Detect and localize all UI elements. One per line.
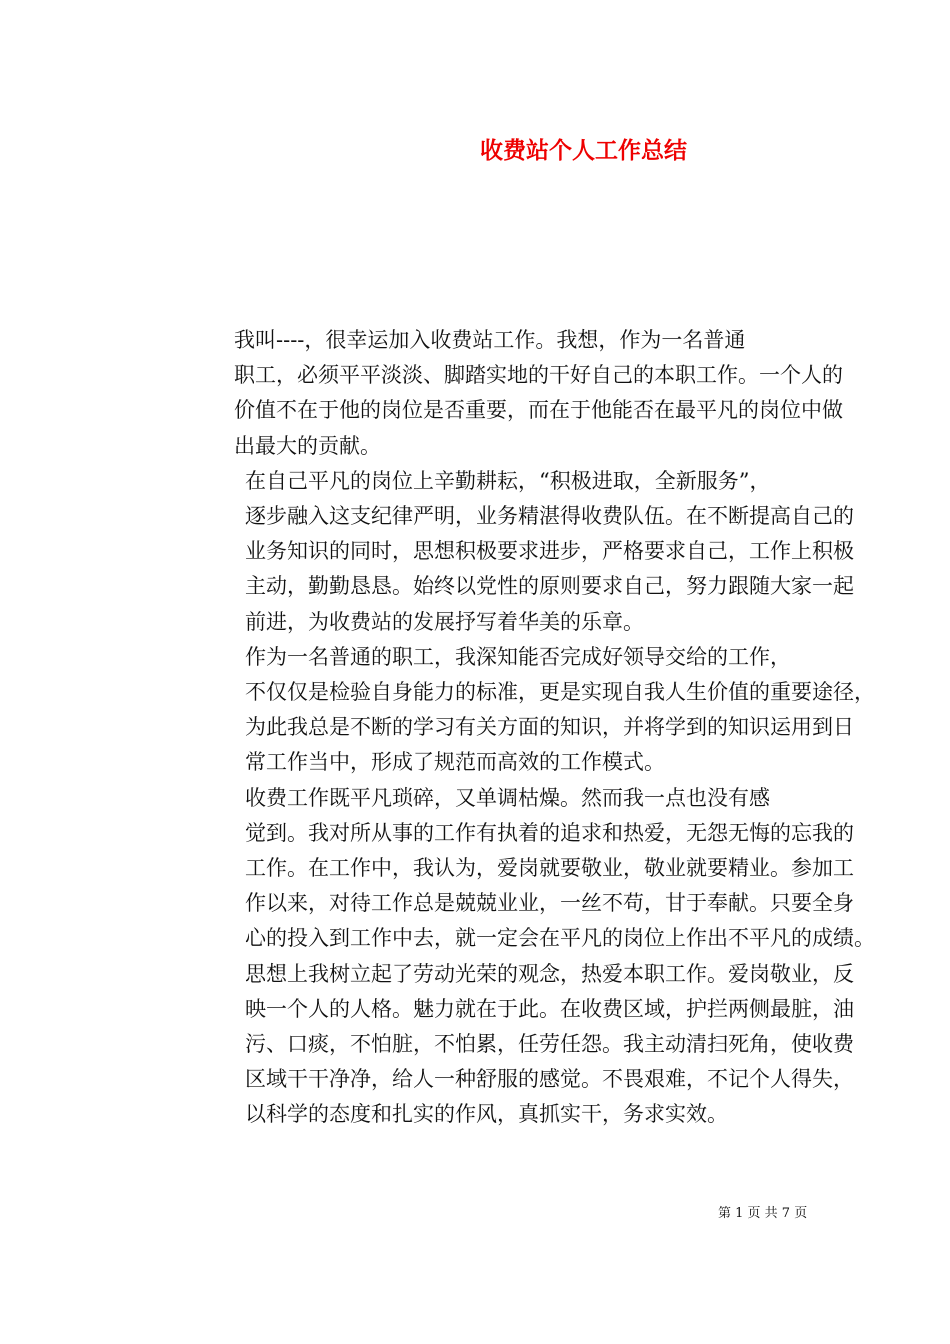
paragraph-3 bbox=[145, 640, 875, 781]
text-line: 不仅仅是检验自身能力的标准，更是实现自我人生价值的重要途径， bbox=[245, 680, 875, 705]
text-line: 以科学的态度和扎实的作风，真抓实干，务求实效。 bbox=[245, 1102, 728, 1127]
text-line: 映一个人的人格。魅力就在于此。在收费区域，护拦两侧最脏，油 bbox=[245, 996, 854, 1021]
paragraph-4 bbox=[145, 781, 875, 1133]
text-line: 心的投入到工作中去，就一定会在平凡的岗位上作出不平凡的成绩。 bbox=[245, 926, 875, 951]
text-line: 出最大的贡献。 bbox=[234, 433, 381, 458]
text-line: 觉到。我对所从事的工作有执着的追求和热爱，无怨无悔的忘我的 bbox=[245, 820, 854, 845]
document-title: 收费站个人工作总结 bbox=[480, 137, 687, 164]
text-line: 业务知识的同时，思想积极要求进步，严格要求自己，工作上积极 bbox=[245, 539, 854, 564]
paragraph-1 bbox=[145, 323, 843, 464]
text-line: 污、口痰，不怕脏，不怕累，任劳任怨。我主动清扫死角，使收费 bbox=[245, 1032, 854, 1057]
text-line: 作以来，对待工作总是兢兢业业，一丝不苟，甘于奉献。只要全身 bbox=[245, 891, 854, 916]
text-line: 作为一名普通的职工，我深知能否完成好领导交给的工作， bbox=[245, 644, 791, 669]
text-line: 逐步融入这支纪律严明，业务精湛得收费队伍。在不断提高自己的 bbox=[245, 504, 854, 529]
text-line: 职工，必须平平淡淡、脚踏实地的干好自己的本职工作。一个人的 bbox=[234, 363, 843, 388]
document-body bbox=[145, 323, 875, 1133]
text-line: 收费工作既平凡琐碎，又单调枯燥。然而我一点也没有感 bbox=[245, 785, 770, 810]
text-line: 我叫----，很幸运加入收费站工作。我想，作为一名普通 bbox=[234, 328, 746, 352]
text-line: 在自己平凡的岗位上辛勤耕耘，“积极进取，全新服务”， bbox=[245, 468, 771, 493]
text-line: 为此我总是不断的学习有关方面的知识，并将学到的知识运用到日 bbox=[245, 715, 854, 740]
page-number-footer: 第 1 页 共 7 页 bbox=[718, 1206, 808, 1221]
paragraph-2 bbox=[145, 464, 854, 640]
text-line: 价值不在于他的岗位是否重要，而在于他能否在最平凡的岗位中做 bbox=[234, 398, 843, 423]
text-line: 主动，勤勤恳恳。始终以党性的原则要求自己，努力跟随大家一起 bbox=[245, 574, 854, 599]
text-line: 常工作当中，形成了规范而高效的工作模式。 bbox=[245, 750, 665, 775]
text-line: 区域干干净净，给人一种舒服的感觉。不畏艰难，不记个人得失， bbox=[245, 1067, 854, 1092]
text-line: 思想上我树立起了劳动光荣的观念，热爱本职工作。爱岗敬业，反 bbox=[245, 961, 854, 986]
text-line: 工作。在工作中，我认为，爱岗就要敬业，敬业就要精业。参加工 bbox=[245, 856, 854, 881]
text-line: 前进，为收费站的发展抒写着华美的乐章。 bbox=[245, 609, 644, 634]
